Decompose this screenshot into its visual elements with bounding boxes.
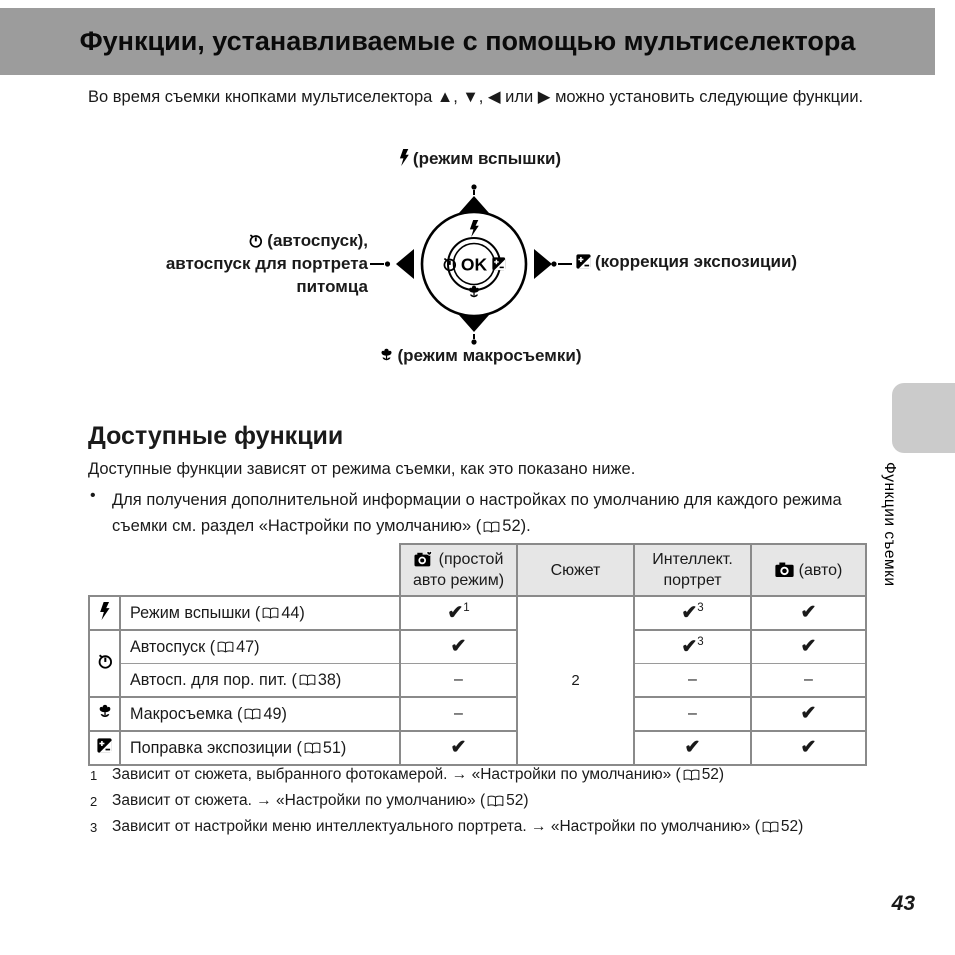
ok-button-label: OK: [460, 254, 488, 275]
down-arrow: [459, 315, 489, 332]
table-row: Автоспуск ( 47) ✔ ✔$^3$ ✔: [89, 630, 866, 664]
book-icon: [487, 795, 504, 808]
dash-mark: –: [688, 671, 697, 688]
bottom-connector-dot: [471, 339, 476, 344]
row-label: Автоспуск ( 47): [120, 630, 400, 664]
macro-icon: [97, 704, 113, 720]
row-label: Автосп. для пор. пит. ( 38): [120, 664, 400, 698]
scene-merged-cell: 2: [517, 596, 634, 765]
self-timer-icon: [248, 233, 263, 248]
self-timer-icon: [97, 653, 113, 669]
book-icon: [304, 742, 321, 755]
check-mark: ✔: [800, 703, 817, 724]
footnote: 1 Зависит от сюжета, выбранного фотокамерой. → «Настройки по умолчанию» ( 52): [90, 766, 725, 783]
check-mark: ✔: [447, 602, 464, 624]
row-label: Режим вспышки ( 44): [120, 596, 400, 630]
right-connector-dot: [551, 261, 556, 266]
intro-text: Во время съемки кнопками мультиселектора ▲, ▼, ◀ или ▶ можно установить следующие функции.: [88, 88, 864, 106]
footnotes: [88, 762, 888, 840]
flash-icon: [399, 149, 409, 166]
section-paragraph: Доступные функции зависят от режима съемки, как это показано ниже.: [88, 460, 636, 478]
easy-auto-camera-icon: [414, 551, 434, 567]
book-icon: [262, 607, 279, 620]
exposure-compensation-icon: [492, 257, 505, 270]
check-mark: ✔: [681, 636, 698, 658]
up-arrow: [459, 196, 489, 213]
dash-mark: –: [688, 705, 697, 722]
macro-icon: [379, 348, 394, 363]
book-icon: [683, 769, 700, 782]
flash-mode-label: (режим вспышки): [300, 149, 660, 169]
exposure-compensation-label: (коррекция экспозиции): [576, 252, 797, 272]
row-label: Поправка экспозиции ( 51): [120, 731, 400, 765]
footnote: 2 Зависит от сюжета. → «Настройки по умолчанию» ( 52): [90, 792, 529, 809]
check-mark: ✔: [681, 602, 698, 624]
column-header-auto: (авто): [751, 544, 866, 596]
left-arrow: [396, 249, 414, 279]
sidebar-tab: [892, 383, 955, 453]
left-connector-dot: [385, 261, 390, 266]
header-bar: [0, 8, 935, 75]
check-mark: ✔: [800, 636, 817, 657]
book-icon: [299, 674, 316, 687]
flash-icon: [99, 602, 110, 620]
table-row: [89, 664, 866, 698]
check-mark: ✔: [800, 737, 817, 758]
multiselector-diagram: [360, 182, 585, 347]
table-row: Режим вспышки ( 44) ✔$^1$ 2 ✔$^3$ ✔: [89, 596, 866, 630]
section-title: Доступные функции: [88, 422, 344, 450]
row-label: Макросъемка ( 49): [120, 697, 400, 731]
book-icon: [217, 641, 234, 654]
check-mark: ✔: [684, 737, 701, 758]
page-title: Функции, устанавливаемые с помощью мультиселектора: [79, 26, 856, 56]
functions-table: [88, 543, 867, 766]
dash-mark: –: [804, 671, 813, 688]
check-mark: ✔: [450, 636, 467, 657]
table-row: [89, 697, 866, 731]
macro-mode-label: (режим макросъемки): [300, 346, 660, 366]
column-header-smart-portrait: Интеллект. портрет: [634, 544, 751, 596]
self-timer-label: (автоспуск), автоспуск для портрета питомца: [165, 231, 368, 296]
table-row: [89, 731, 866, 765]
column-header-easy-auto: (простой авто режим): [400, 544, 517, 596]
exposure-compensation-icon: [97, 738, 112, 753]
book-icon: [762, 821, 779, 834]
table-header-row: [89, 544, 866, 596]
book-icon: [483, 521, 500, 534]
bullet-item: • Для получения дополнительной информации о настройках по умолчанию для каждого режима съемки см. раздел «Настройки по умолчанию» ( 52).: [90, 487, 842, 535]
bullet-marker: •: [90, 487, 96, 504]
right-arrow: [534, 249, 552, 279]
page-number: 43: [891, 892, 915, 915]
dash-mark: –: [454, 705, 463, 722]
check-mark: ✔: [800, 602, 817, 623]
sidebar-section-label: Функции съемки: [881, 462, 898, 587]
book-icon: [244, 708, 261, 721]
column-header-scene: Сюжет: [517, 544, 634, 596]
top-connector-dot: [471, 184, 476, 189]
dash-mark: –: [454, 671, 463, 688]
check-mark: ✔: [450, 737, 467, 758]
footnote: 3 Зависит от настройки меню интеллектуального портрета. → «Настройки по умолчанию» ( 52): [90, 818, 804, 835]
auto-camera-icon: [775, 562, 794, 578]
